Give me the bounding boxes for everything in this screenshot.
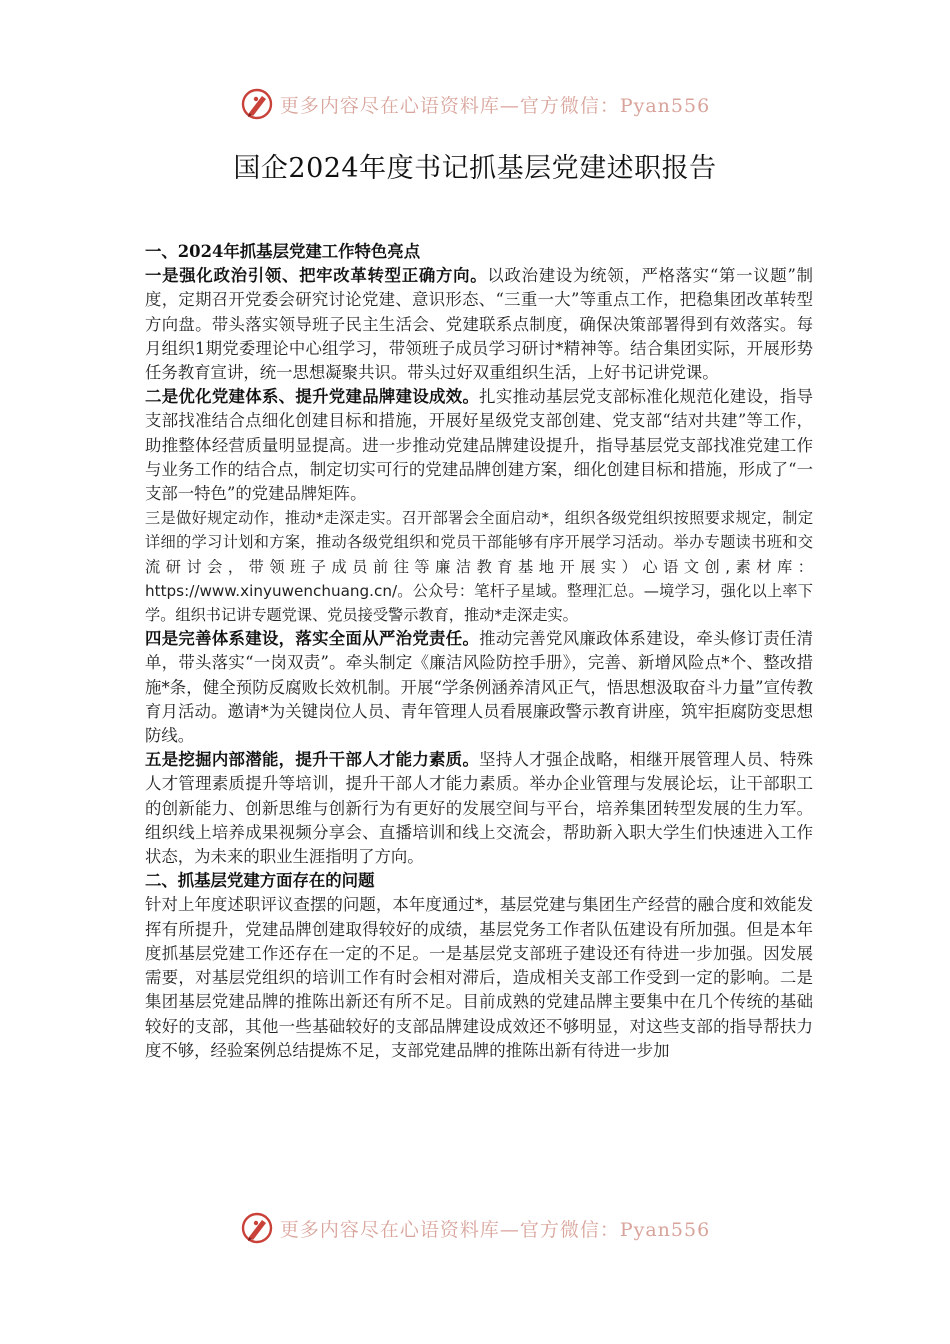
paragraph-lead: 四是完善体系建设，落实全面从严治党责任。 [145,629,480,649]
paragraph-4 [145,627,813,748]
watermark-text: 更多内容尽在心语资料库—官方微信：Pyan556 [279,94,711,117]
paragraph-lead: 二是优化党建体系、提升党建品牌建设成效。 [145,387,480,407]
document-title: 国企2024年度书记抓基层党建述职报告 [233,153,717,184]
paragraph-2 [145,385,813,506]
paragraph-text: 推动完善党风廉政体系建设，牵头修订责任清单，带头落实“一岗双责”。牵头制定《廉洁风险防控手册》，完善、新增风险点*个、整改措施*条，健全预防反腐败长效机制。开展“学条例涵养清风正气，悟思想汲取奋斗力量”宣传教育月活动。邀请*为关键岗位人员、青年管理人员看展廉政警示教育讲座，筑牢拒腐防变思想防线。 [145,629,814,746]
section-heading-2: 二、抓基层党建方面存在的问题 [145,871,375,891]
paragraph-3: 三是做好规定动作，推动*走深走实。召开部署会全面启动*，组织各级党组织按照要求规定，制定详细的学习计划和方案，推动各级党组织和党员干部能够有序开展学习活动。举办专题读书班和交流研讨会，带领班子成员前往等廉洁教育基地开展实）心语文创,素材库：https://www.xinyuwenchuang.cn/。公众号：笔杆子星域。整理汇总。—境学习，强化以上率下学。组织书记讲专题党课、党员接受警示教育，推动*走深走实。 [145,509,813,625]
paragraph-text: 扎实推动基层党支部标准化规范化建设，指导支部找准结合点细化创建目标和措施，开展好星级党支部创建、党支部“结对共建”等工作，助推整体经营质量明显提高。进一步推动党建品牌建设提升，指导基层党支部找准党建工作与业务工作的结合点，制定切实可行的党建品牌创建方案，细化创建目标和措施，形成了“一支部一特色”的党建品牌矩阵。 [145,387,814,504]
paragraph-text: 以政治建设为统领，严格落实“第一议题”制度，定期召开党委会研究讨论党建、意识形态、“三重一大”等重点工作，把稳集团改革转型方向盘。带头落实领导班子民主生活会、党建联系点制度，确保决策部署得到有效落实。每月组织1期党委理论中心组学习，带领班子成员学习研讨*精神等。结合集团实际，开展形势任务教育宣讲，统一思想凝聚共识。带头过好双重组织生活，上好书记讲党课。 [145,266,813,383]
watermark-text: 更多内容尽在心语资料库—官方微信：Pyan556 [279,1218,711,1241]
paragraph-text: 坚持人才强企战略，相继开展管理人员、特殊人才管理素质提升等培训，提升干部人才能力素质。举办企业管理与发展论坛，让干部职工的创新能力、创新思维与创新行为有更好的发展空间与平台，培养集团转型发展的生力军。组织线上培养成果视频分享会、直播培训和线上交流会，帮助新入职大学生们快速进入工作状态，为未来的职业生涯指明了方向。 [145,750,814,867]
document-body [145,240,813,1063]
pen-logo-icon [240,87,274,121]
section-heading-1: 一、2024年抓基层党建工作特色亮点 [145,242,421,261]
bottom-watermark-banner [0,1206,950,1250]
pen-logo-icon [240,1211,274,1245]
paragraph-lead: 一是强化政治引领、把牢改革转型正确方向。 [145,266,488,286]
paragraph-lead: 五是挖掘内部潜能，提升干部人才能力素质。 [145,750,480,770]
paragraph-1 [145,264,813,385]
paragraph-5 [145,748,813,869]
top-watermark-banner [0,82,950,126]
paragraph-6: 针对上年度述职评议查摆的问题，本年度通过*，基层党建与集团生产经营的融合度和效能发挥有所提升，党建品牌创建取得较好的成绩，基层党务工作者队伍建设有所加强。但是本年度抓基层党建工作还存在一定的不足。一是基层党支部班子建设还有待进一步加强。因发展需要，对基层党组织的培训工作有时会相对滞后，造成相关支部工作受到一定的影响。二是集团基层党建品牌的推陈出新还有所不足。目前成熟的党建品牌主要集中在几个传统的基础较好的支部，其他一些基础较好的支部品牌建设成效还不够明显，对这些支部的指导帮扶力度不够，经验案例总结提炼不足，支部党建品牌的推陈出新有待进一步加 [145,895,813,1060]
